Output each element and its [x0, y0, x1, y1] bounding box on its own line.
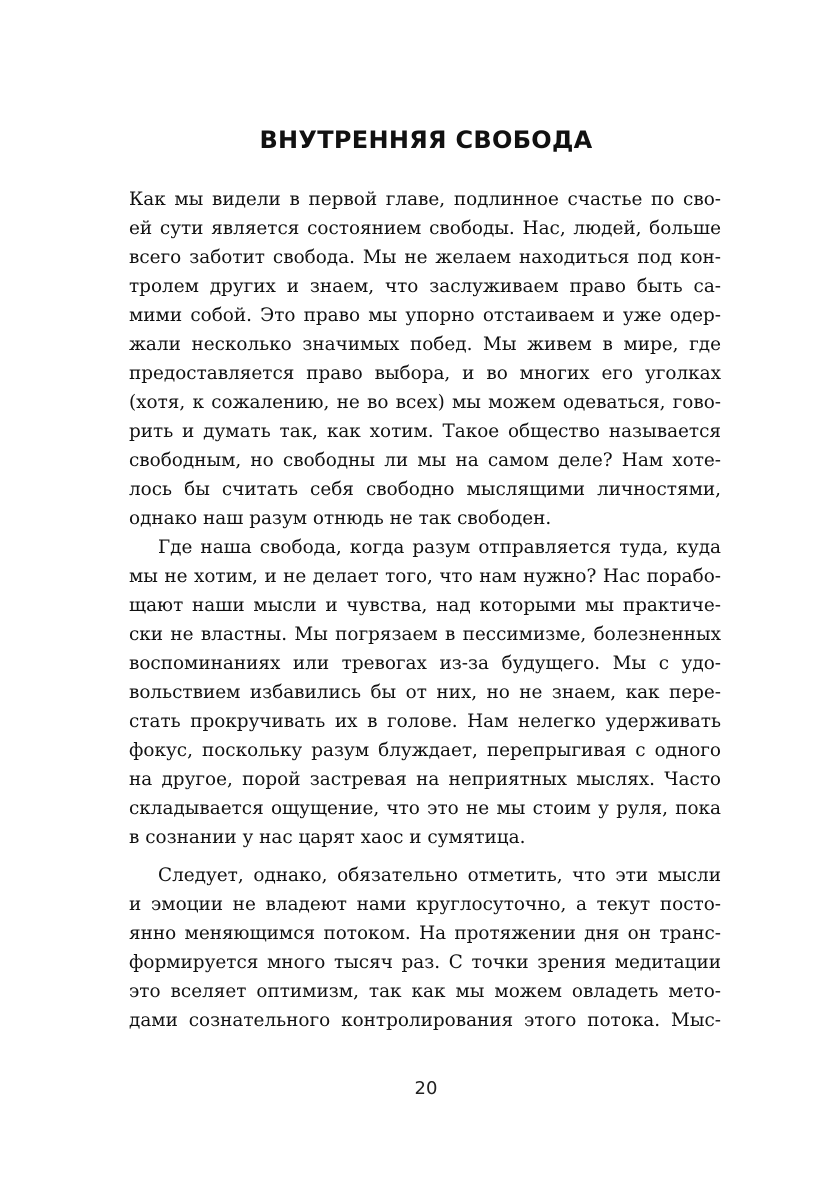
text-line: это вселяет оптимизм, так как мы можем овладеть мето- [129, 981, 721, 1002]
text-line: Как мы видели в первой главе, подлинное счастье по сво- [129, 189, 721, 210]
text-line: ски не властны. Мы погрязаем в пессимизме, болезненных [129, 624, 721, 645]
text-line: фокус, поскольку разум блуждает, перепрыгивая с одного [129, 740, 721, 761]
text-line: вольствием избавились бы от них, но не знаем, как пере- [129, 682, 721, 703]
text-line: свободным, но свободны ли мы на самом деле? Нам хоте- [129, 450, 721, 471]
text-line: предоставляется право выбора, и во многих его уголках [129, 363, 721, 384]
page-number: 20 [414, 1078, 438, 1099]
chapter-title: ВНУТРЕННЯЯ СВОБОДА [259, 126, 593, 154]
text-line: лось бы считать себя свободно мыслящими личностями, [129, 479, 721, 500]
body-text [129, 185, 721, 1035]
text-line: Следует, однако, обязательно отметить, что эти мысли [158, 865, 721, 886]
text-line: Где наша свобода, когда разум отправляется туда, куда [158, 537, 721, 558]
text-line: формируется много тысяч раз. С точки зрения медитации [129, 952, 721, 973]
text-line: тролем других и знаем, что заслуживаем право быть са- [129, 276, 721, 297]
paragraph-spacer [129, 852, 721, 861]
text-line: мими собой. Это право мы упорно отстаиваем и уже одер- [129, 305, 721, 326]
text-line: в сознании у нас царят хаос и сумятица. [129, 827, 526, 848]
text-line: щают наши мысли и чувства, над которыми мы практиче- [129, 595, 721, 616]
text-line: (хотя, к сожалению, не во всех) мы можем одеваться, гово- [129, 392, 721, 413]
text-line: на другое, порой застревая на неприятных мыслях. Часто [129, 769, 721, 790]
paragraph [129, 185, 721, 533]
text-line: всего заботит свобода. Мы не желаем находиться под кон- [129, 247, 721, 268]
text-line: стать прокручивать их в голове. Нам нелегко удерживать [129, 711, 721, 732]
paragraph [129, 861, 721, 1035]
text-line: дами сознательного контролирования этого потока. Мыс- [129, 1010, 721, 1031]
text-line: однако наш разум отнюдь не так свободен. [129, 508, 552, 529]
paragraph [129, 533, 721, 852]
text-line: жали несколько значимых побед. Мы живем в мире, где [129, 334, 721, 355]
text-line: и эмоции не владеют нами круглосуточно, а текут посто- [129, 894, 721, 915]
text-line: воспоминаниях или тревогах из-за будущего. Мы с удо- [129, 653, 721, 674]
text-line: янно меняющимся потоком. На протяжении дня он транс- [129, 923, 721, 944]
text-line: мы не хотим, и не делает того, что нам нужно? Нас порабо- [129, 566, 721, 587]
text-line: ей сути является состоянием свободы. Нас, людей, больше [129, 218, 721, 239]
text-line: складывается ощущение, что это не мы стоим у руля, пока [129, 798, 721, 819]
text-line: рить и думать так, как хотим. Такое общество называется [129, 421, 721, 442]
